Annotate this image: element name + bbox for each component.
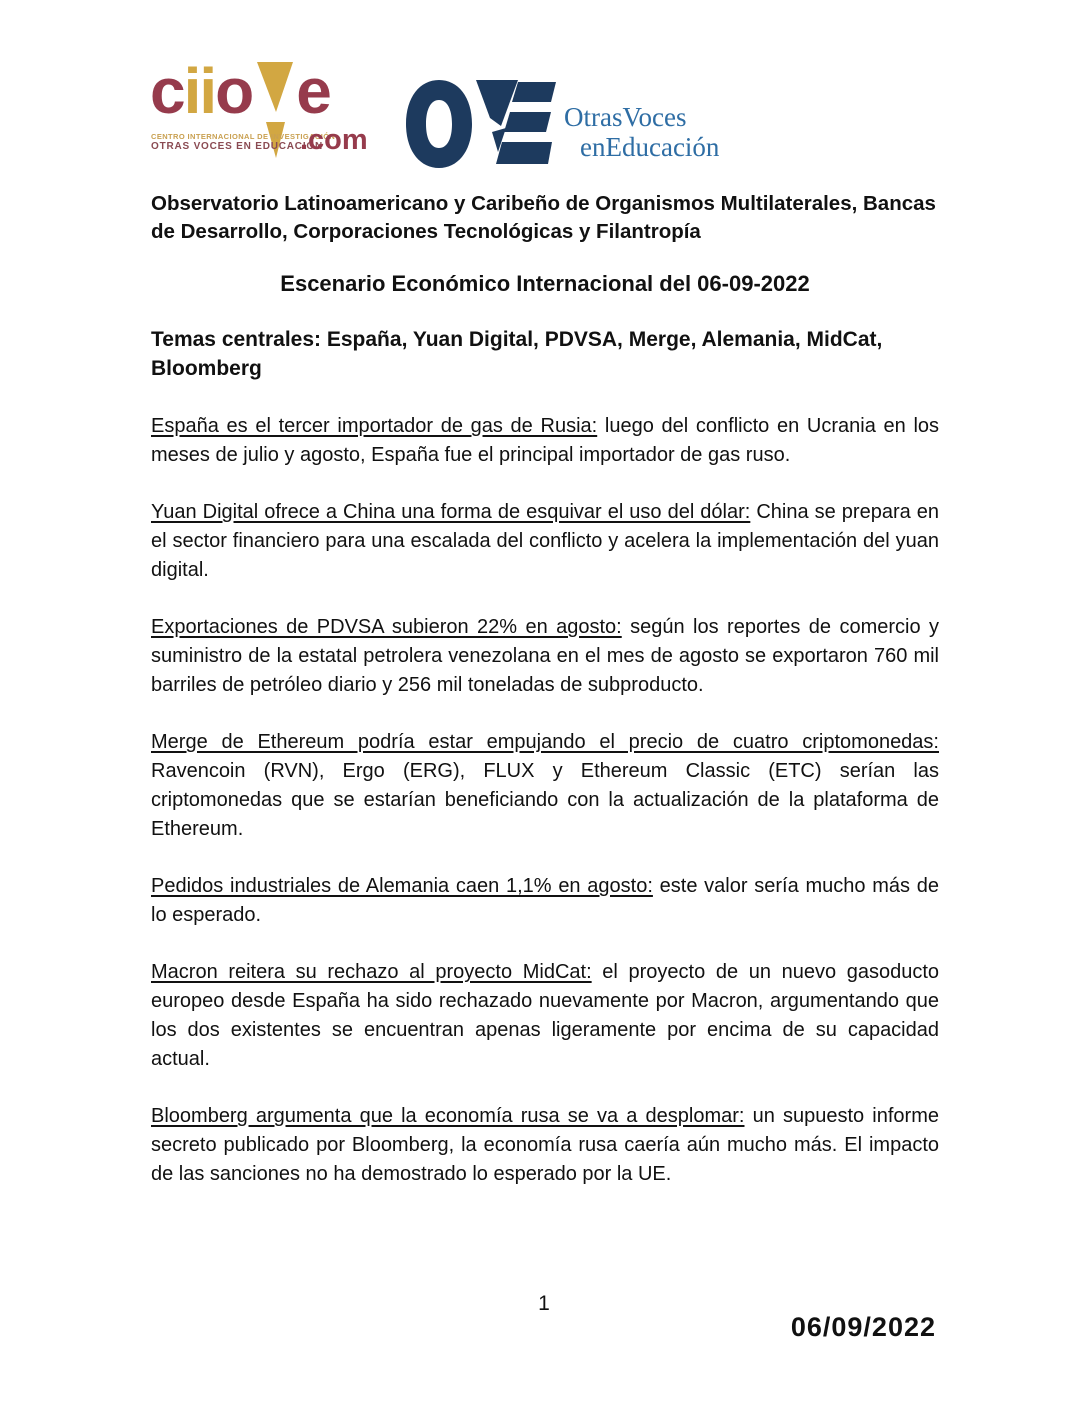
paragraph-body: Ravencoin (RVN), Ergo (ERG), FLUX y Ethereum Classic (ETC) serían las criptomonedas que se estarían beneficiando con la actualización de la plataforma de Ethereum. — [151, 760, 939, 841]
ciiove-tagline-line2: OTRAS VOCES EN EDUCACIÓN — [151, 141, 323, 153]
paragraph-lead: Pedidos industriales de Alemania caen 1,1% en agosto: — [151, 875, 653, 898]
ove-logo — [406, 80, 720, 172]
paragraph-body: según los reportes de comercio y suministro de la estatal petrolera venezolana en el mes de agosto se exportaron 760 mil barriles de petróleo diario y 256 mil toneladas de subproducto. — [151, 616, 940, 697]
central-topics-line: Temas centrales: España, Yuan Digital, PDVSA, Merge, Alemania, MidCat, Bloomberg — [151, 327, 883, 381]
news-paragraph-midcat — [151, 958, 939, 1074]
page-title: Escenario Económico Internacional del 06-09-2022 — [280, 270, 810, 296]
page-number: 1 — [538, 1292, 550, 1315]
ciiove-dotcom-label: .com — [300, 124, 368, 156]
paragraph-body: el proyecto de un nuevo gasoducto europeo desde España ha sido rechazado nuevamente por Macron, argumentando que los dos existentes se encuentran apenas ligeramente por encima de su capacidad actual. — [151, 961, 939, 1071]
ciiove-letters-ii: ii — [183, 55, 216, 127]
ciiove-logo — [150, 55, 368, 168]
ciiove-tagline-line1: CENTRO INTERNACIONAL DE INVESTIGACIÓN — [151, 132, 336, 141]
paragraph-body: un supuesto informe secreto publicado por Bloomberg, la economía rusa caería aún mucho más. El impacto de las sanciones no ha demostrado lo esperado por la UE. — [151, 1105, 939, 1186]
news-paragraph-espana — [151, 412, 939, 470]
ove-name — [564, 102, 719, 162]
paragraph-body: China se prepara en el sector financiero para una escalada del conflicto y acelera la implementación del yuan digital. — [151, 501, 939, 582]
paragraph-lead: Merge de Ethereum podría estar empujando el precio de cuatro criptomonedas: — [151, 731, 939, 754]
news-paragraph-alemania — [151, 872, 939, 930]
paragraph-lead: Macron reitera su rechazo al proyecto MidCat: — [151, 961, 592, 984]
news-paragraph-merge — [151, 728, 939, 844]
ciiove-letter-c: c — [150, 55, 184, 127]
footer-date: 06/09/2022 — [790, 1312, 936, 1342]
paragraph-body: luego del conflicto en Ucrania en los meses de julio y agosto, España fue el principal importador de gas ruso. — [151, 415, 940, 467]
document-content — [151, 190, 939, 1189]
ciiove-letter-e: e — [296, 55, 330, 127]
news-paragraph-yuan-digital — [151, 498, 939, 585]
paragraph-lead: Exportaciones de PDVSA subieron 22% en agosto: — [151, 616, 622, 639]
news-paragraph-pdvsa — [151, 613, 939, 700]
paragraph-body: este valor sería mucho más de lo esperado. — [151, 875, 939, 927]
paragraph-lead: España es el tercer importador de gas de Rusia: — [151, 415, 598, 438]
organization-heading: Observatorio Latinoamericano y Caribeño de Organismos Multilaterales, Bancas de Desarrollo, Corporaciones Tecnológicas y Filantropía — [151, 192, 936, 244]
ciiove-letter-o: o — [215, 55, 253, 127]
paragraph-lead: Bloomberg argumenta que la economía rusa se va a desplomar: — [151, 1105, 745, 1128]
news-paragraph-bloomberg — [151, 1102, 939, 1189]
ove-mark-icon — [406, 80, 558, 168]
paragraph-lead: Yuan Digital ofrece a China una forma de esquivar el uso del dólar: — [151, 501, 751, 524]
ove-name-line1: OtrasVoces — [564, 102, 687, 132]
ove-name-line2: enEducación — [580, 132, 720, 163]
